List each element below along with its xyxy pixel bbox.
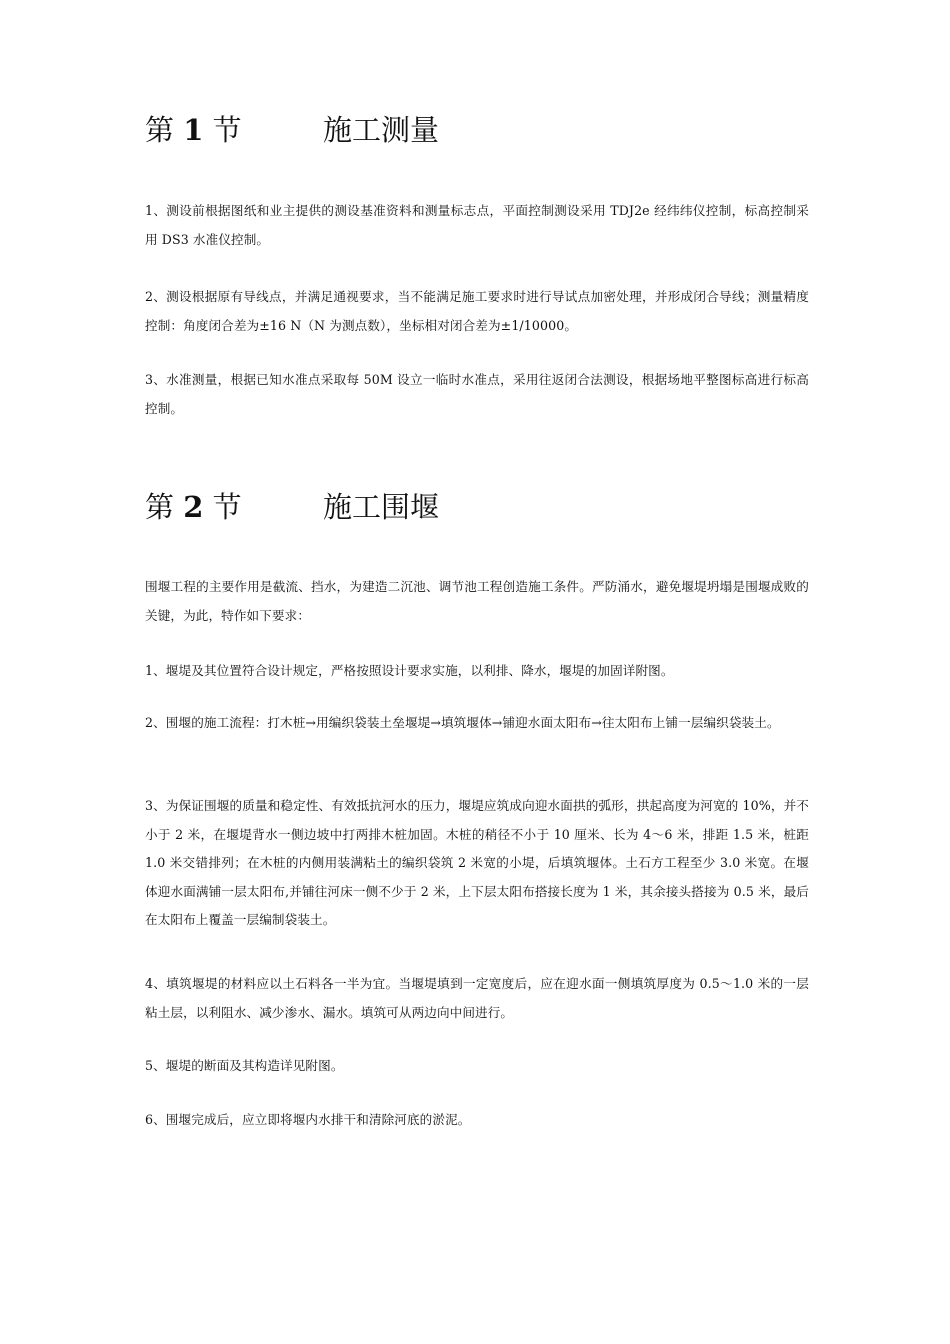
section-2-paragraph-5: 5、堰堤的断面及其构造详见附图。 [145, 1058, 344, 1073]
section-2-paragraph-4: 4、填筑堰堤的材料应以土石料各一半为宜。当堰堤填到一定宽度后，应在迎水面一侧填筑厚度为 0.5～1.0 米的一层粘土层，以利阻水、减少渗水、漏水。填筑可从两边向中间进行。 [145, 976, 809, 1020]
section-2-number: 第 2 节 [145, 490, 242, 524]
section-2-paragraph-1: 1、堰堤及其位置符合设计规定，严格按照设计要求实施，以利排、降水，堰堤的加固详附图。 [145, 663, 674, 678]
section-1-paragraph-3: 3、水准测量，根据已知水准点采取每 50M 设立一临时水准点，采用往返闭合法测设，根据场地平整图标高进行标高控制。 [145, 372, 809, 416]
section-2-heading [145, 490, 439, 524]
section-2-paragraph-6: 6、围堰完成后，应立即将堰内水排干和清除河底的淤泥。 [145, 1112, 471, 1127]
section-1-number: 第 1 节 [145, 113, 242, 147]
section-2-title: 施工围堰 [323, 490, 440, 524]
section-1-paragraph-2: 2、测设根据原有导线点，并满足通视要求，当不能满足施工要求时进行导试点加密处理，并形成闭合导线；测量精度控制：角度闭合差为±16 N（N 为测点数），坐标相对闭合差为±1/10000。 [145, 289, 809, 333]
section-1-paragraph-1: 1、测设前根据图纸和业主提供的测设基准资料和测量标志点，平面控制测设采用 TDJ2e 经纬纬仪控制，标高控制采用 DS3 水准仪控制。 [145, 203, 809, 247]
section-2-paragraph-3: 3、为保证围堰的质量和稳定性、有效抵抗河水的压力，堰堤应筑成向迎水面拱的弧形，拱起高度为河宽的 10%，并不小于 2 米，在堰堤背水一侧边坡中打两排木桩加固。木桩的稍径不小于 10 厘米、长为 4～6 米，排距 1.5 米，桩距 1.0 米交错排列；在木桩的内侧用装满粘土的编织袋筑 2 米宽的小堤，后填筑堰体。土石方工程至少 3.0 米宽。在堰体迎水面满铺一层太阳布,并铺往河床一侧不少于 2 米，上下层太阳布搭接长度为 1 米，其余接头搭接为 0.5 米，最后在太阳布上覆盖一层编制袋装土。 [145, 798, 809, 927]
section-2-intro-paragraph: 围堰工程的主要作用是截流、挡水，为建造二沉池、调节池工程创造施工条件。严防涌水，避免堰堤坍塌是围堰成败的关键，为此，特作如下要求： [145, 579, 809, 623]
section-1-heading [145, 113, 439, 147]
section-1-title: 施工测量 [323, 113, 440, 147]
section-2-paragraph-2: 2、围堰的施工流程：打木桩→用编织袋装土垒堰堤→填筑堰体→铺迎水面太阳布→往太阳布上铺一层编织袋装土。 [145, 715, 780, 730]
